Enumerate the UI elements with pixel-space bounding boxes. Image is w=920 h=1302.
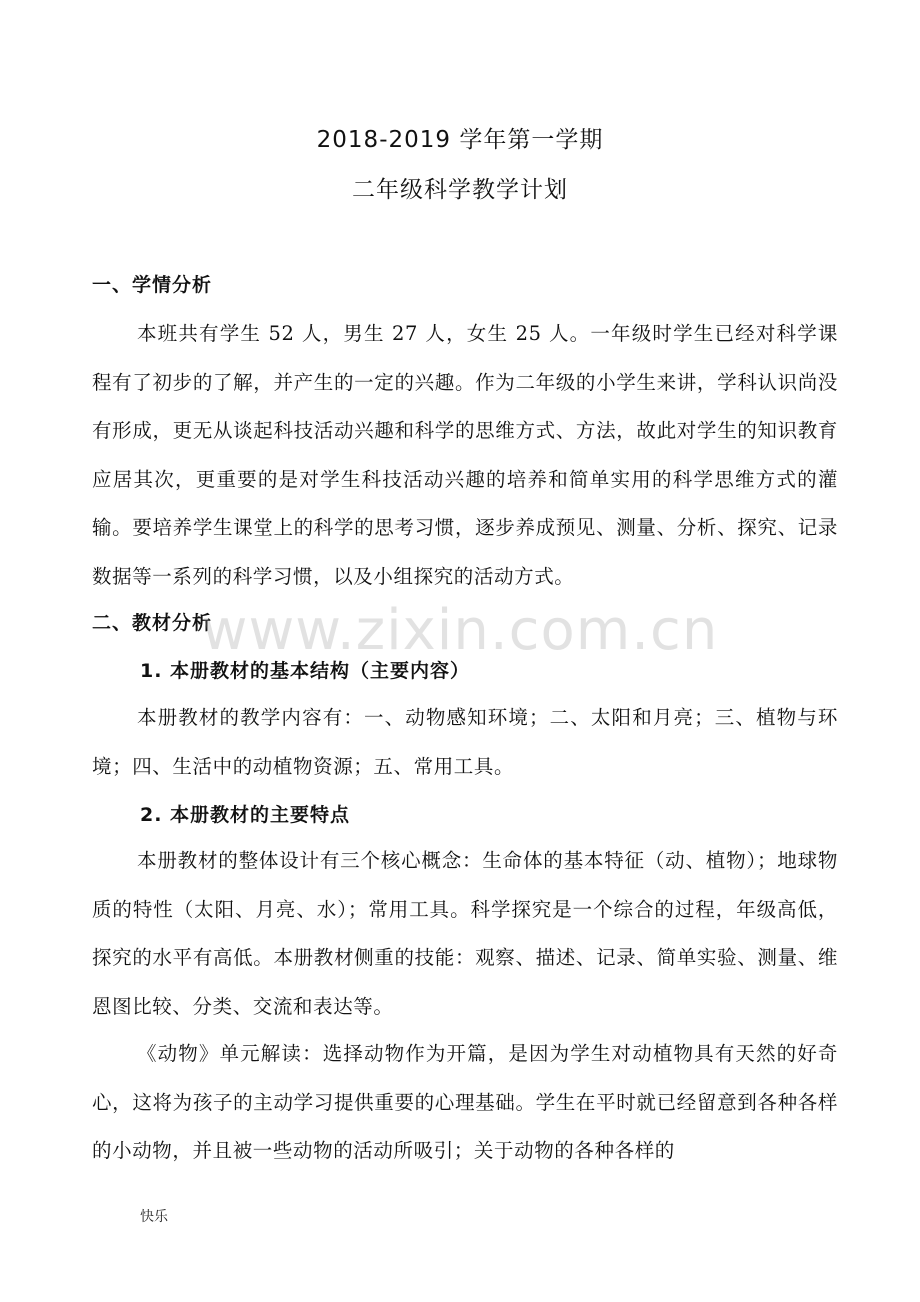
document-title-term: 2018-2019 学年第一学期 xyxy=(316,127,604,153)
section-heading-student-analysis: 一、学情分析 xyxy=(92,274,213,296)
subheading-main-features: 2. 本册教材的主要特点 xyxy=(140,804,351,826)
paragraph-basic-structure: 本册教材的教学内容有：一、动物感知环境；二、太阳和月亮；三、植物与环境；四、生活中的动植物资源；五、常用工具。 xyxy=(92,706,838,778)
paragraph-main-features: 本册教材的整体设计有三个核心概念：生命体的基本特征（动、植物）；地球物质的特性（太阳、月亮、水）；常用工具。科学探究是一个综合的过程，年级高低，探究的水平有高低。本册教材侧重的技能：观察、描述、记录、简单实验、测量、维恩图比较、分类、交流和表达等。 xyxy=(92,849,838,1018)
page-footer: 快乐 xyxy=(140,1209,168,1225)
paragraph-animal-unit: 《动物》单元解读：选择动物作为开篇，是因为学生对动植物具有天然的好奇心，这将为孩子的主动学习提供重要的心理基础。学生在平时就已经留意到各种各样的小动物，并且被一些动物的活动所吸引；关于动物的各种各样的 xyxy=(92,1042,838,1162)
subheading-basic-structure: 1. 本册教材的基本结构（主要内容） xyxy=(140,660,471,682)
paragraph-student-analysis: 本班共有学生 52 人，男生 27 人，女生 25 人。一年级时学生已经对科学课程有了初步的了解，并产生的一定的兴趣。作为二年级的小学生来讲，学科认识尚没有形成，更无从谈起科技活动兴趣和科学的思维方式、方法，故此对学生的知识教育应居其次，更重要的是对学生科技活动兴趣的培养和简单实用的科学思维方式的灌输。要培养学生课堂上的科学的思考习惯，逐步养成预见、测量、分析、探究、记录数据等一系列的科学习惯，以及小组探究的活动方式。 xyxy=(92,322,838,588)
document-title-plan: 二年级科学教学计划 xyxy=(352,177,568,203)
section-heading-textbook-analysis: 二、教材分析 xyxy=(92,612,213,634)
watermark: www.zixin.com.cn xyxy=(201,598,719,663)
